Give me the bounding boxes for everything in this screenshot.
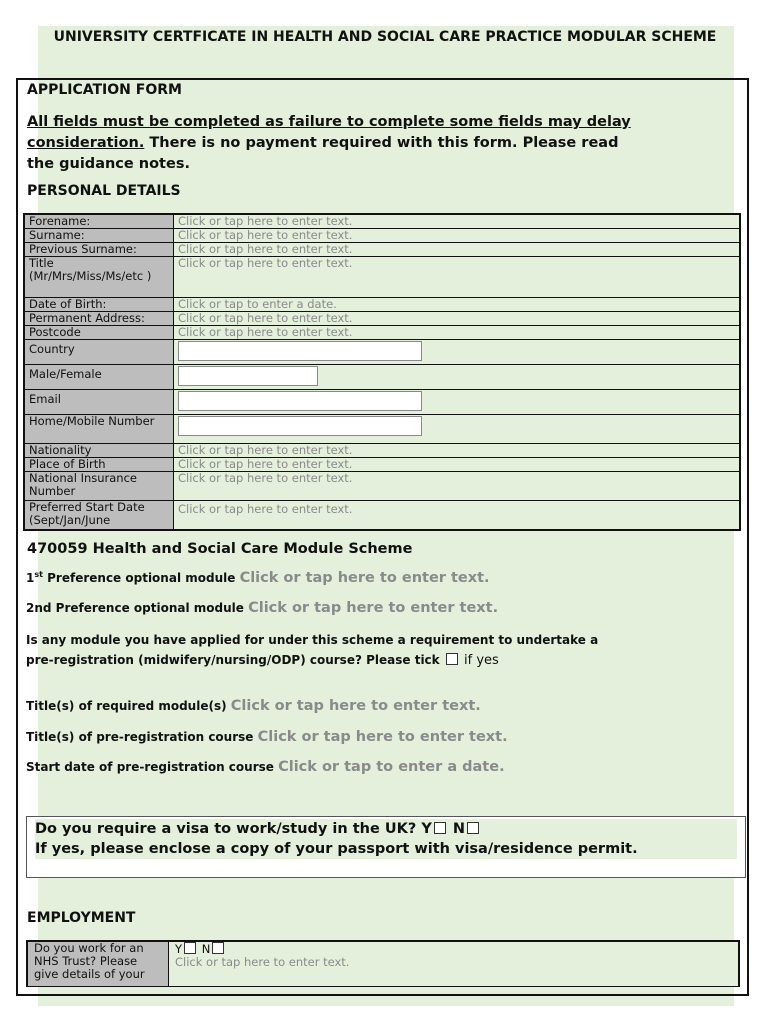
start-row: [26, 759, 505, 775]
visa-box: [26, 816, 746, 878]
module-scheme-heading: 470059 Health and Social Care Module Scheme: [27, 541, 413, 557]
notice-rest: There is no payment required with this form. Please read the guidance notes.: [27, 135, 619, 172]
visa-note: If yes, please enclose a copy of your passport with visa/residence permit.: [35, 839, 737, 859]
prereg-field[interactable]: Click or tap here to enter text.: [257, 729, 508, 745]
nhs-cell: [169, 941, 740, 987]
start-date-field[interactable]: Click or tap here to enter text.: [174, 501, 741, 531]
address-label: Permanent Address:: [24, 312, 174, 326]
gender-input[interactable]: [178, 366, 318, 386]
pref1-num: 1: [26, 571, 35, 585]
country-input[interactable]: [178, 341, 422, 361]
birthplace-label: Place of Birth: [24, 458, 174, 472]
row-surname: [24, 229, 740, 243]
visa-yes-checkbox[interactable]: [434, 822, 446, 834]
nationality-label: Nationality: [24, 444, 174, 458]
requirement-tail: if yes: [464, 653, 499, 668]
employment-table: [26, 940, 740, 987]
address-field[interactable]: Click or tap here to enter text.: [174, 312, 741, 326]
email-cell: [174, 390, 741, 415]
nhs-details-field[interactable]: Click or tap here to enter text.: [175, 955, 350, 969]
surname-field[interactable]: Click or tap here to enter text.: [174, 229, 741, 243]
phone-cell: [174, 415, 741, 444]
gender-cell: [174, 365, 741, 390]
pref1-sup: st: [34, 570, 43, 579]
row-nationality: [24, 444, 740, 458]
visa-no-label: N: [452, 821, 466, 837]
row-forename: [24, 214, 740, 229]
postcode-label: Postcode: [24, 326, 174, 340]
row-dob: [24, 298, 740, 312]
country-label: Country: [24, 340, 174, 365]
page-title: UNIVERSITY CERTFICATE IN HEALTH AND SOCIAL CARE PRACTICE MODULAR SCHEME: [53, 29, 717, 45]
personal-details-heading: PERSONAL DETAILS: [27, 183, 181, 199]
prereg-start-label: Start date of pre-registration course: [26, 760, 274, 774]
nhs-label: Do you work for an NHS Trust? Please give details of your: [27, 941, 169, 987]
row-ni-number: [24, 472, 740, 501]
dob-field[interactable]: Click or tap to enter a date.: [174, 298, 741, 312]
row-email: [24, 390, 740, 415]
visa-no-checkbox[interactable]: [467, 822, 479, 834]
row-start-date: [24, 501, 740, 531]
prereg-label: Title(s) of pre-registration course: [26, 730, 254, 744]
gender-label: Male/Female: [24, 365, 174, 390]
pref2-label: 2nd Preference optional module: [26, 601, 244, 615]
pref1-label: Preference optional module: [42, 571, 236, 585]
title-field[interactable]: Click or tap here to enter text.: [174, 257, 741, 298]
row-postcode: [24, 326, 740, 340]
row-birthplace: [24, 458, 740, 472]
visa-question-line: [35, 819, 737, 839]
nhs-no-label: N: [201, 942, 211, 956]
employment-heading: EMPLOYMENT: [27, 910, 136, 926]
requirement-text: Is any module you have applied for under this scheme a requirement to undertake a pre-registration (midwifery/nursing/ODP) course? Please tick: [26, 633, 599, 667]
req-module-field[interactable]: Click or tap here to enter text.: [230, 698, 481, 714]
row-phone: [24, 415, 740, 444]
nhs-row: [27, 941, 739, 987]
row-previous-surname: [24, 243, 740, 257]
visa-yes-label: Y: [421, 821, 432, 837]
previous-surname-label: Previous Surname:: [24, 243, 174, 257]
forename-field[interactable]: Click or tap here to enter text.: [174, 214, 741, 229]
phone-input[interactable]: [178, 416, 422, 436]
row-country: [24, 340, 740, 365]
instructions-notice: [27, 112, 647, 175]
req-module-row: [26, 698, 481, 714]
country-cell: [174, 340, 741, 365]
dob-label: Date of Birth:: [24, 298, 174, 312]
nhs-yes-label: Y: [175, 942, 183, 956]
phone-label: Home/Mobile Number: [24, 415, 174, 444]
requirement-checkbox[interactable]: [446, 653, 458, 665]
notice-underlined: All fields must be completed as failure to complete some fields may delay consideration.: [27, 114, 631, 151]
nhs-yn: [175, 942, 732, 956]
title-label: Title (Mr/Mrs/Miss/Ms/etc ): [24, 257, 174, 298]
pref1-field[interactable]: Click or tap here to enter text.: [239, 570, 490, 586]
row-gender: [24, 365, 740, 390]
prereg-start-field[interactable]: Click or tap to enter a date.: [278, 759, 505, 775]
prereg-row: [26, 729, 508, 745]
visa-question: Do you require a visa to work/study in the UK?: [35, 821, 417, 837]
row-address: [24, 312, 740, 326]
nhs-no-checkbox[interactable]: [212, 942, 224, 954]
pref2-row: [26, 600, 498, 616]
email-input[interactable]: [178, 391, 422, 411]
previous-surname-field[interactable]: Click or tap here to enter text.: [174, 243, 741, 257]
row-title: [24, 257, 740, 298]
forename-label: Forename:: [24, 214, 174, 229]
surname-label: Surname:: [24, 229, 174, 243]
requirement-question: [26, 630, 626, 671]
ni-number-label: National Insurance Number: [24, 472, 174, 501]
application-form-heading: APPLICATION FORM: [27, 82, 182, 98]
email-label: Email: [24, 390, 174, 415]
pref1-row: [26, 570, 490, 586]
pref2-field[interactable]: Click or tap here to enter text.: [248, 600, 499, 616]
nationality-field[interactable]: Click or tap here to enter text.: [174, 444, 741, 458]
nhs-yes-checkbox[interactable]: [184, 942, 196, 954]
personal-details-table: [23, 213, 741, 531]
req-module-label: Title(s) of required module(s): [26, 699, 227, 713]
start-date-label: Preferred Start Date (Sept/Jan/June: [24, 501, 174, 531]
ni-number-field[interactable]: Click or tap here to enter text.: [174, 472, 741, 501]
birthplace-field[interactable]: Click or tap here to enter text.: [174, 458, 741, 472]
postcode-field[interactable]: Click or tap here to enter text.: [174, 326, 741, 340]
